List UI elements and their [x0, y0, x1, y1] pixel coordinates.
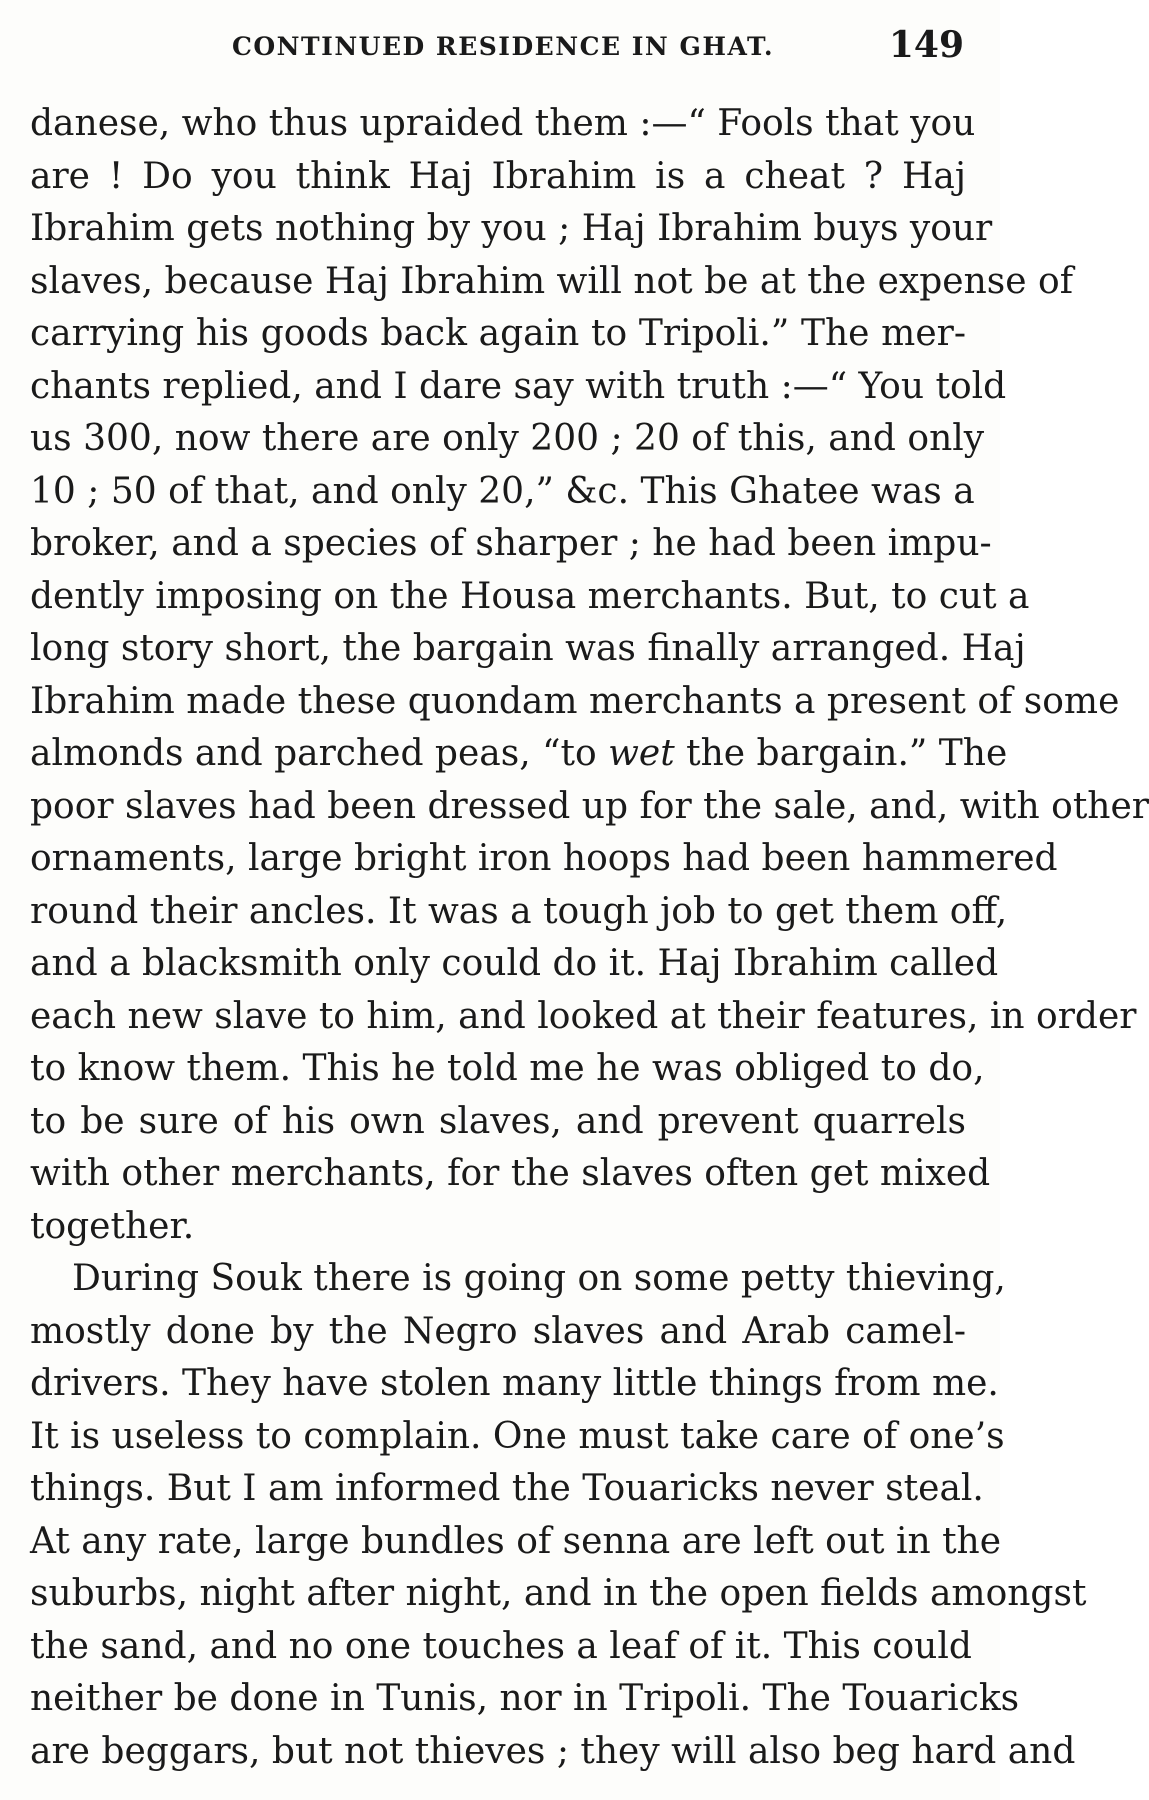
page-number: 149 — [888, 24, 964, 66]
text-line: It is useless to complain. One must take care of one’s — [30, 1415, 1005, 1457]
text-line: round their ancles. It was a tough job to get them off, — [30, 890, 1008, 932]
text-line: to know them. This he told me he was obliged to do, — [30, 1048, 985, 1089]
text-line: things. But I am informed the Touaricks never steal. — [30, 1468, 984, 1509]
text-line: dently imposing on the Housa merchants. But, to cut a — [30, 575, 1030, 617]
text-line: together. — [30, 1205, 195, 1247]
text-line: are ! Do you think Haj Ibrahim is a cheat ? Haj — [30, 155, 966, 197]
text-line: long story short, the bargain was finally arranged. Haj — [30, 628, 1026, 669]
text-line: slaves, because Haj Ibrahim will not be at the expense of — [30, 260, 1074, 302]
paragraph-1 — [30, 98, 1149, 1253]
text-line: mostly done by the Negro slaves and Arab camel- — [30, 1310, 966, 1352]
text-line: suburbs, night after night, and in the open fields amongst — [30, 1573, 1087, 1614]
text-line: each new slave to him, and looked at their features, in order — [30, 995, 1137, 1037]
text-line: chants replied, and I dare say with truth :—“ You told — [30, 365, 1007, 407]
text-line: Ibrahim made these quondam merchants a present of some — [30, 680, 1120, 722]
text-line-with-italic — [30, 728, 1008, 781]
text-line: danese, who thus upraided them :—“ Fools that you — [30, 103, 976, 144]
text-line: carrying his goods back again to Tripoli.” The mer- — [30, 313, 966, 354]
text-line: Ibrahim gets nothing by you ; Haj Ibrahim buys your — [30, 208, 993, 249]
text-line: poor slaves had been dressed up for the sale, and, with other — [30, 785, 1149, 827]
text-line: ornaments, large bright iron hoops had been hammered — [30, 838, 1058, 879]
text-line: 10 ; 50 of that, and only 20,” &c. This Ghatee was a — [30, 470, 975, 512]
text-line: with other merchants, for the slaves often get mixed — [30, 1153, 991, 1194]
running-head: CONTINUED RESIDENCE IN GHAT. — [232, 32, 775, 61]
paragraph-2 — [30, 1253, 1087, 1778]
text-line: us 300, now there are only 200 ; 20 of this, and only — [30, 418, 985, 459]
italic-word: wet — [608, 733, 675, 774]
text-segment: almonds and parched peas, “to — [30, 733, 609, 774]
text-line: are beggars, but not thieves ; they will also beg hard and — [30, 1730, 1076, 1772]
text-line: and a blacksmith only could do it. Haj Ibrahim called — [30, 943, 999, 984]
text-segment: the bargain.” The — [674, 733, 1008, 774]
page-header — [0, 22, 1000, 72]
text-line: the sand, and no one touches a leaf of it. This could — [30, 1625, 972, 1667]
text-line: During Souk there is going on some petty thieving, — [72, 1258, 1006, 1299]
text-line: drivers. They have stolen many little things from me. — [30, 1363, 999, 1404]
body-text — [30, 98, 1149, 1778]
text-line: broker, and a species of sharper ; he had been impu- — [30, 523, 992, 564]
text-line: neither be done in Tunis, nor in Tripoli. The Touaricks — [30, 1678, 1020, 1719]
text-line: to be sure of his own slaves, and prevent quarrels — [30, 1100, 966, 1142]
text-line: At any rate, large bundles of senna are left out in the — [30, 1520, 1002, 1562]
